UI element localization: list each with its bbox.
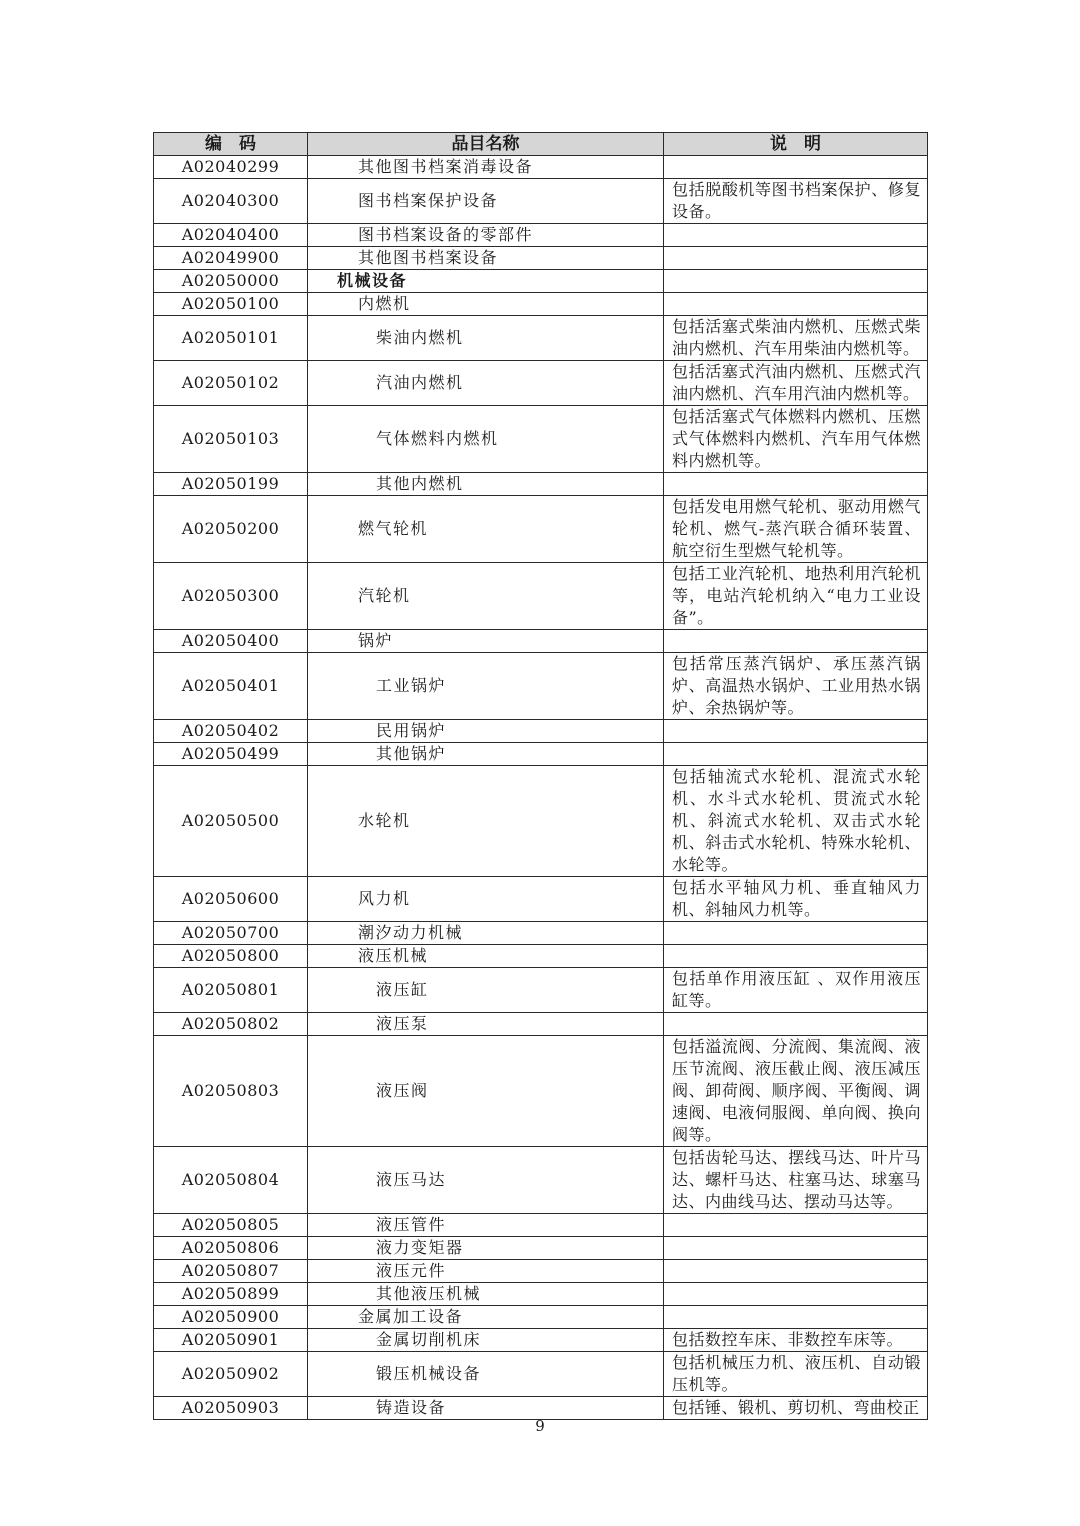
table-row xyxy=(154,316,928,361)
row-name: 锻压机械设备 xyxy=(308,1352,664,1397)
row-code: A02050103 xyxy=(154,406,308,473)
row-name: 其他图书档案消毒设备 xyxy=(308,156,664,179)
row-code: A02050300 xyxy=(154,563,308,630)
row-name: 其他内燃机 xyxy=(308,473,664,496)
row-desc xyxy=(664,1283,928,1306)
row-name: 液压阀 xyxy=(308,1036,664,1147)
row-code: A02050401 xyxy=(154,653,308,720)
table-body xyxy=(154,156,928,1420)
table-row xyxy=(154,496,928,563)
row-code: A02050802 xyxy=(154,1013,308,1036)
row-desc xyxy=(664,247,928,270)
row-code: A02050402 xyxy=(154,720,308,743)
table-row xyxy=(154,1036,928,1147)
row-code: A02050400 xyxy=(154,630,308,653)
table-row xyxy=(154,945,928,968)
row-code: A02040400 xyxy=(154,224,308,247)
row-desc xyxy=(664,922,928,945)
row-code: A02050805 xyxy=(154,1214,308,1237)
row-desc xyxy=(664,1237,928,1260)
row-desc: 包括单作用液压缸 、双作用液压缸等。 xyxy=(664,968,928,1013)
row-code: A02050700 xyxy=(154,922,308,945)
row-name: 其他图书档案设备 xyxy=(308,247,664,270)
table-row xyxy=(154,1147,928,1214)
row-desc xyxy=(664,1013,928,1036)
table-row xyxy=(154,563,928,630)
row-name: 液压泵 xyxy=(308,1013,664,1036)
row-desc: 包括活塞式气体燃料内燃机、压燃式气体燃料内燃机、汽车用气体燃料内燃机等。 xyxy=(664,406,928,473)
page-number: 9 xyxy=(535,1417,545,1435)
row-desc xyxy=(664,743,928,766)
row-name: 锅炉 xyxy=(308,630,664,653)
row-code: A02040299 xyxy=(154,156,308,179)
table-row xyxy=(154,653,928,720)
row-name: 液压元件 xyxy=(308,1260,664,1283)
header-code: 编 码 xyxy=(154,133,308,156)
row-name: 其他锅炉 xyxy=(308,743,664,766)
row-name: 民用锅炉 xyxy=(308,720,664,743)
table-row xyxy=(154,1237,928,1260)
row-code: A02050901 xyxy=(154,1329,308,1352)
row-code: A02050499 xyxy=(154,743,308,766)
row-desc xyxy=(664,945,928,968)
row-name: 液力变矩器 xyxy=(308,1237,664,1260)
row-name: 潮汐动力机械 xyxy=(308,922,664,945)
row-code: A02050803 xyxy=(154,1036,308,1147)
row-desc: 包括齿轮马达、摆线马达、叶片马达、螺杆马达、柱塞马达、球塞马达、内曲线马达、摆动马达等。 xyxy=(664,1147,928,1214)
table-row xyxy=(154,270,928,293)
row-desc: 包括锤、锻机、剪切机、弯曲校正 xyxy=(664,1397,928,1420)
row-code: A02050200 xyxy=(154,496,308,563)
row-name: 风力机 xyxy=(308,877,664,922)
table-row xyxy=(154,766,928,877)
row-name: 图书档案设备的零部件 xyxy=(308,224,664,247)
row-name: 图书档案保护设备 xyxy=(308,179,664,224)
table-row xyxy=(154,1283,928,1306)
row-name: 汽油内燃机 xyxy=(308,361,664,406)
row-code: A02050199 xyxy=(154,473,308,496)
row-name: 柴油内燃机 xyxy=(308,316,664,361)
row-name: 汽轮机 xyxy=(308,563,664,630)
table-row xyxy=(154,877,928,922)
table-row xyxy=(154,406,928,473)
row-name: 金属加工设备 xyxy=(308,1306,664,1329)
row-code: A02050900 xyxy=(154,1306,308,1329)
row-desc: 包括轴流式水轮机、混流式水轮机、水斗式水轮机、贯流式水轮机、斜流式水轮机、双击式水轮机、斜击式水轮机、特殊水轮机、水轮等。 xyxy=(664,766,928,877)
row-code: A02050804 xyxy=(154,1147,308,1214)
row-desc: 包括脱酸机等图书档案保护、修复设备。 xyxy=(664,179,928,224)
row-code: A02050101 xyxy=(154,316,308,361)
row-desc: 包括机械压力机、液压机、自动锻压机等。 xyxy=(664,1352,928,1397)
row-desc: 包括发电用燃气轮机、驱动用燃气轮机、燃气-蒸汽联合循环装置、航空衍生型燃气轮机等。 xyxy=(664,496,928,563)
row-code: A02050807 xyxy=(154,1260,308,1283)
row-name: 液压马达 xyxy=(308,1147,664,1214)
row-code: A02049900 xyxy=(154,247,308,270)
row-desc xyxy=(664,156,928,179)
table-row xyxy=(154,156,928,179)
table-row xyxy=(154,968,928,1013)
header-desc: 说 明 xyxy=(664,133,928,156)
table-row xyxy=(154,720,928,743)
table-row xyxy=(154,224,928,247)
table-row xyxy=(154,473,928,496)
table-row xyxy=(154,1260,928,1283)
row-desc: 包括常压蒸汽锅炉、承压蒸汽锅炉、高温热水锅炉、工业用热水锅炉、余热锅炉等。 xyxy=(664,653,928,720)
table-row xyxy=(154,630,928,653)
row-desc xyxy=(664,293,928,316)
row-desc: 包括水平轴风力机、垂直轴风力机、斜轴风力机等。 xyxy=(664,877,928,922)
row-code: A02050100 xyxy=(154,293,308,316)
table-row xyxy=(154,1013,928,1036)
row-code: A02050000 xyxy=(154,270,308,293)
row-name: 液压管件 xyxy=(308,1214,664,1237)
row-name: 工业锅炉 xyxy=(308,653,664,720)
table-row xyxy=(154,1352,928,1397)
row-desc xyxy=(664,1306,928,1329)
row-name: 液压机械 xyxy=(308,945,664,968)
row-desc xyxy=(664,473,928,496)
row-name: 其他液压机械 xyxy=(308,1283,664,1306)
row-desc xyxy=(664,270,928,293)
row-name: 铸造设备 xyxy=(308,1397,664,1420)
table-row xyxy=(154,1306,928,1329)
row-desc: 包括工业汽轮机、地热利用汽轮机等，电站汽轮机纳入“电力工业设备”。 xyxy=(664,563,928,630)
row-name: 液压缸 xyxy=(308,968,664,1013)
table-row xyxy=(154,247,928,270)
row-name: 气体燃料内燃机 xyxy=(308,406,664,473)
row-desc xyxy=(664,630,928,653)
row-desc xyxy=(664,1260,928,1283)
table-row xyxy=(154,743,928,766)
row-code: A02050801 xyxy=(154,968,308,1013)
row-name: 水轮机 xyxy=(308,766,664,877)
table-row xyxy=(154,293,928,316)
table-row xyxy=(154,922,928,945)
row-desc xyxy=(664,224,928,247)
row-desc: 包括溢流阀、分流阀、集流阀、液压节流阀、液压截止阀、液压减压阀、卸荷阀、顺序阀、平衡阀、调速阀、电液伺服阀、单向阀、换向阀等。 xyxy=(664,1036,928,1147)
row-code: A02050903 xyxy=(154,1397,308,1420)
row-code: A02050800 xyxy=(154,945,308,968)
row-code: A02050500 xyxy=(154,766,308,877)
table-row xyxy=(154,361,928,406)
catalog-table xyxy=(153,132,928,1420)
table-header-row xyxy=(154,133,928,156)
row-name: 机械设备 xyxy=(308,270,664,293)
header-name: 品目名称 xyxy=(308,133,664,156)
row-desc: 包括数控车床、非数控车床等。 xyxy=(664,1329,928,1352)
row-code: A02050899 xyxy=(154,1283,308,1306)
row-code: A02050600 xyxy=(154,877,308,922)
row-code: A02050806 xyxy=(154,1237,308,1260)
row-desc xyxy=(664,1214,928,1237)
row-name: 金属切削机床 xyxy=(308,1329,664,1352)
table-row xyxy=(154,179,928,224)
row-desc xyxy=(664,720,928,743)
table-row xyxy=(154,1329,928,1352)
row-name: 燃气轮机 xyxy=(308,496,664,563)
row-code: A02040300 xyxy=(154,179,308,224)
row-desc: 包括活塞式汽油内燃机、压燃式汽油内燃机、汽车用汽油内燃机等。 xyxy=(664,361,928,406)
row-desc: 包括活塞式柴油内燃机、压燃式柴油内燃机、汽车用柴油内燃机等。 xyxy=(664,316,928,361)
row-code: A02050902 xyxy=(154,1352,308,1397)
row-name: 内燃机 xyxy=(308,293,664,316)
row-code: A02050102 xyxy=(154,361,308,406)
table-row xyxy=(154,1214,928,1237)
